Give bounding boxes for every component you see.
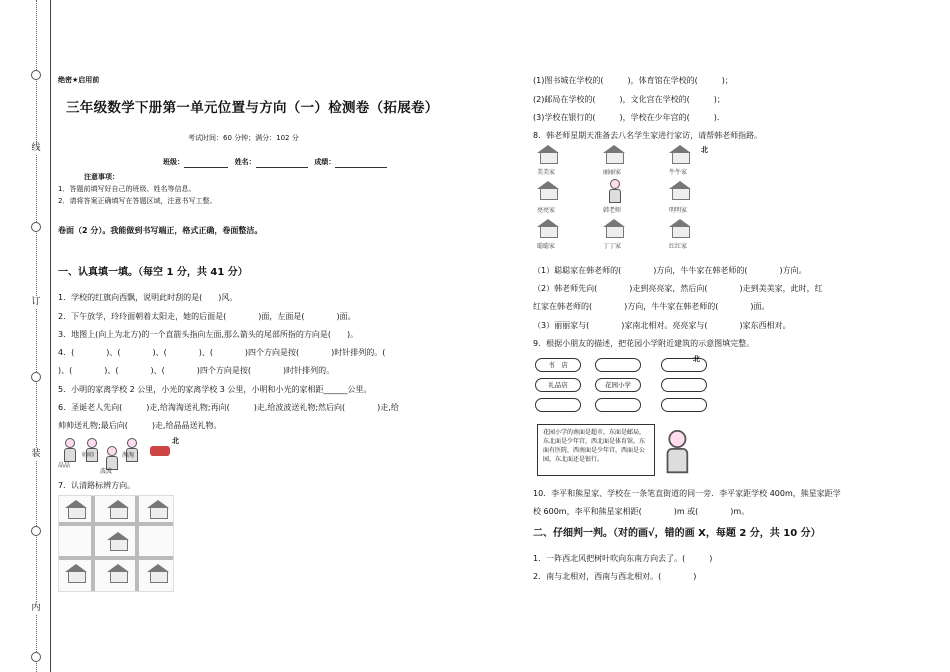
question-10-line-2: 校 600m，李平和熊星家相距( )m 或( )m。 [533,507,750,516]
child-jingjing-figure [62,438,76,460]
huayuan-school-box: 花园小学 [595,378,641,392]
score-label: 成绩： [314,158,336,166]
binding-char-bind: 装 [31,449,41,459]
question-6-line-1: 6．圣诞老人先向( )走,给淘淘送礼物;再向( )走,给波波送礼物;然后向( )走,给 [58,403,399,412]
binding-char-line: 线 [31,143,41,153]
page-border [50,0,51,672]
teacher-han-figure [607,179,621,201]
girl-figure [663,430,688,470]
binding-hole [31,372,41,382]
blank-box[interactable] [595,398,641,412]
question-2: 2．下午放学，玲玲面朝着太阳走，她的后面是( )面，左面是( )面。 [58,312,356,321]
santa-sleigh-icon [150,446,170,456]
blank-box[interactable] [661,378,707,392]
question-3: 3．地图上(向上为北方)的一个直箭头指向左面,那么箭头的尾部所指的方向是( )。 [58,330,359,339]
label-niuniu: 牛牛家 [669,169,688,176]
label-lili: 丽丽家 [603,169,622,176]
judgment-2: 2．南与北相对，西南与西北相对。( ) [533,572,697,581]
north-arrow-icon: 北 [693,355,700,363]
label-taotao: 淘淘 [122,452,135,459]
question-7-3: (3)学校在银行的( )，学校在少年宫的( )． [533,113,725,122]
binding-hole [31,526,41,536]
binding-margin [0,0,50,672]
post-office-building-icon [147,500,169,518]
binding-char-inner: 内 [31,603,41,613]
blank-box[interactable] [535,398,581,412]
school-building-icon [107,532,129,550]
name-label: 姓名： [234,158,256,166]
question-8-2-line-1: （2）韩老师先向( )走到亮亮家，然后向( )走到美美家，此时，红 [533,284,823,293]
section-2-heading: 二、仔细判一判。（对的画√，错的画 X，每题 2 分，共 10 分） [533,528,821,539]
blank-box[interactable] [661,358,707,372]
gym-building-icon [107,500,129,518]
question-9: 9．根据小朋友的描述，把花园小学附近建筑的示意图填完整。 [533,339,755,348]
library-building-icon [65,500,87,518]
question-7-2: (2)邮局在学校的( )，文化宫在学校的( )； [533,95,725,104]
mingming-house-icon [669,181,691,199]
gift-shop-box: 礼品店 [535,378,581,392]
q6-illustration [58,436,179,475]
girl-speech-bubble: 花园小学的南面是超市，东面是邮局，东北面是少年宫，西北面是体育馆，东面有医院，西南面是少年宫，西面是公园，东北面还是银行。 [537,424,655,476]
question-8-3: （3）丽丽家与( )家南北相对。亮亮家与( )家东西相对。 [533,321,791,330]
congcong-house-icon [537,219,559,237]
student-info-row [163,157,387,168]
question-8: 8．韩老师星期天准备去八名学生家进行家访，请帮韩老师指路。 [533,131,763,140]
exam-info: 考试时间：60 分钟；满分：102 分 [188,134,299,142]
bookstore-box: 书 店 [535,358,581,372]
question-7: 7．认清路标辨方向。 [58,481,136,490]
question-8-2-line-2: 红家在韩老师的( )方向，牛牛家在韩老师的( )面。 [533,302,770,311]
score-field[interactable] [335,159,387,168]
liangliang-house-icon [537,181,559,199]
question-5: 5．小明的家离学校 2 公里，小光的家离学校 3 公里，小明和小光的家相距______公里。 [58,385,372,394]
confidential-mark: 绝密★启用前 [58,76,100,84]
lili-house-icon [603,145,625,163]
binding-dotted-line [36,0,37,672]
q8-home-visit-map [533,145,723,250]
culture-palace-building-icon [65,564,87,582]
label-teacher-han: 韩老师 [603,207,622,214]
note-item: 1．答题前填写好自己的班级、姓名等信息。 [58,185,196,193]
label-jingjing: 晶晶 [58,462,71,469]
north-arrow-icon: 北 [701,146,708,154]
neatness-statement: 卷面（2 分）。我能做到书写端正，格式正确，卷面整洁。 [58,226,263,235]
judgment-1: 1．一阵西北风把树叶吹向东南方向去了。( ) [533,554,713,563]
label-liangliang: 亮亮家 [537,207,556,214]
question-4-line-1: 4．( )、( )、( )、( )四个方向是按( )时针排列的。( [58,348,386,357]
binding-char-order: 订 [31,297,41,307]
label-congcong: 聪聪家 [537,243,556,250]
q7-road-sign-map [58,495,174,592]
label-bobo: 波波 [100,468,113,475]
binding-hole [31,652,41,662]
notes-title: 注意事项： [84,173,119,181]
question-8-1: （1）聪聪家在韩老师的( )方向，牛牛家在韩老师的( )方向。 [533,266,807,275]
blank-box[interactable] [595,358,641,372]
question-6-line-2: 帅帅送礼物;最后向( )走,给晶晶送礼物。 [58,421,222,430]
binding-hole [31,70,41,80]
north-arrow-icon: 北 [172,437,179,445]
question-10-line-1: 10．李平和熊星家、学校在一条笔直街道的同一旁．李平家距学校 400m，熊星家距学 [533,489,841,498]
question-7-1: (1)图书城在学校的( )，体育馆在学校的( )； [533,76,733,85]
note-item: 2．请将答案正确填写在答题区域，注意书写工整。 [58,197,217,205]
meimei-house-icon [537,145,559,163]
exam-title: 三年级数学下册第一单元位置与方向（一）检测卷（拓展卷） [66,100,439,116]
binding-hole [31,222,41,232]
niuniu-house-icon [669,145,691,163]
name-field[interactable] [256,159,308,168]
child-bobo-figure [104,446,118,468]
label-mingming: 明明家 [669,207,688,214]
class-field[interactable] [184,159,228,168]
label-honghong: 红红家 [669,243,688,250]
blank-box[interactable] [661,398,707,412]
label-shuaishuai: 帅帅 [82,452,95,459]
question-4-line-2: )、( )、( )、( )四个方向是按( )时针排列的。 [58,366,335,375]
question-1: 1．学校的红旗向西飘，说明此时刮的是( )风。 [58,293,238,302]
label-dingding: 丁丁家 [603,243,622,250]
class-label: 班级： [163,158,184,166]
dingding-house-icon [603,219,625,237]
honghong-house-icon [669,219,691,237]
section-1-heading: 一、认真填一填。（每空 1 分，共 41 分） [58,267,248,278]
label-meimei: 美美家 [537,169,556,176]
q9-school-map [533,354,703,414]
youth-palace-building-icon [107,564,129,582]
bank-building-icon [147,564,169,582]
